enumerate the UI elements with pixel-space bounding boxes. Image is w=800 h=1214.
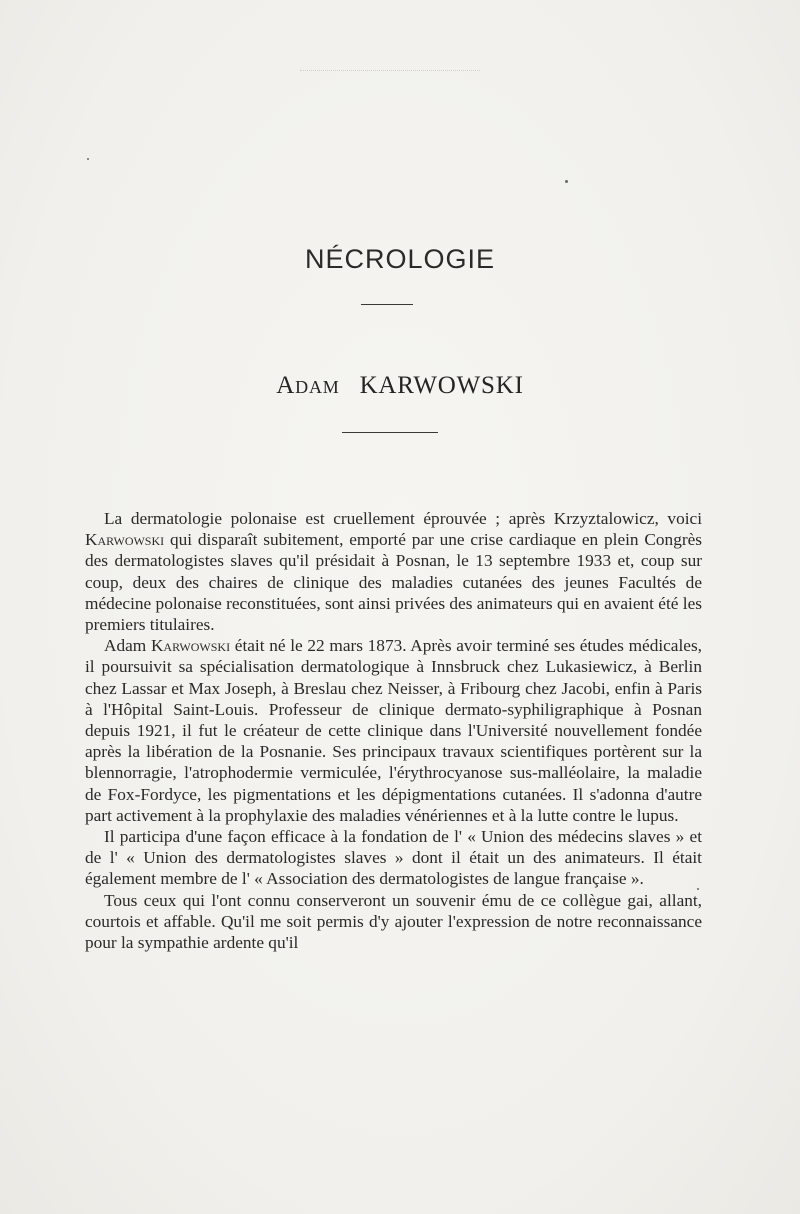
paragraph	[85, 635, 702, 826]
paragraph	[85, 890, 702, 954]
bleed-through-mark	[300, 70, 480, 77]
name-divider	[342, 432, 438, 433]
text-run: Adam	[104, 636, 151, 656]
obituary-subject	[0, 372, 800, 400]
paragraph	[85, 826, 702, 890]
text-run: Il participa d'une façon efficace à la fondation de l' « Union des médecins slaves » et de l' « Union des dermatologistes slaves » dont il était un des animateurs. Il était également membre de l' « Association des dermatologistes de langue française ».	[85, 827, 702, 889]
title-divider	[361, 304, 413, 305]
paper-speck	[565, 180, 568, 183]
text-run: Tous ceux qui l'ont connu conserveront un souvenir ému de ce collègue gai, allant, courtois et affable. Qu'il me soit permis d'y ajouter l'expression de notre reconnaissance pour la sympathie ardente qu'il	[85, 890, 702, 953]
text-run-small-caps: Karwowski	[150, 636, 231, 656]
text-run: qui disparaît subitement, emporté par une crise cardiaque en plein Congrès des dermatologistes slaves qu'il présidait à Posnan, le 13 septembre 1933 et, coup sur coup, deux des chaires de clinique des maladies cutanées des jeunes Facultés de médecine polonaise reconstituées, sont ainsi privées des animateurs qui en avaient été les premiers titulaires.	[85, 530, 702, 635]
subject-first-name: Adam	[276, 372, 340, 399]
subject-last-name: KARWOWSKI	[359, 372, 524, 399]
text-run: était né le 22 mars 1873. Après avoir terminé ses études médicales, il poursuivit sa spécialisation dermatologique à Innsbruck chez Lukasiewicz, à Berlin chez Lassar et Max Joseph, à Breslau chez Neisser, à Fribourg chez Jacobi, enfin à Paris à l'Hôpital Saint-Louis. Professeur de clinique dermato-syphiligraphique à Posnan depuis 1921, il fut le créateur de cette clinique dans l'Université nouvellement fondée après la libération de la Posnanie. Ses principaux travaux scientifiques portèrent sur la blennorragie, l'atrophodermie vermiculée, l'érythrocyanose sus-malléolaire, la maladie de Fox-Fordyce, les pigmentations et les dépigmentations cutanées. Il s'adonna d'autre part activement à la prophylaxie des maladies vénériennes et à la lutte contre le lupus.	[85, 636, 702, 825]
text-run-small-caps: Karwowski	[85, 530, 165, 550]
obituary-body	[85, 508, 702, 953]
section-title: NÉCROLOGIE	[304, 244, 496, 274]
text-run: La dermatologie polonaise est cruellement éprouvée ; après Krzyztalowicz, voici	[104, 509, 702, 528]
paragraph	[85, 508, 702, 635]
paper-speck	[87, 158, 89, 160]
